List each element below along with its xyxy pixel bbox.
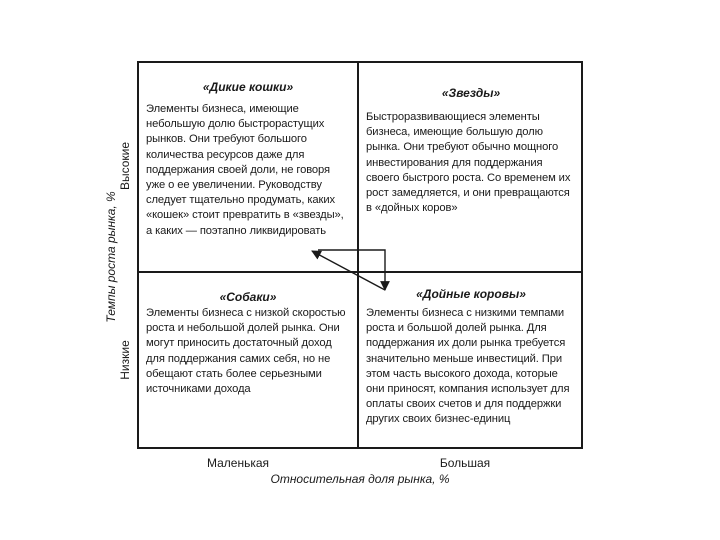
dogs-text: Элементы бизнеса с низкой скоростью роста и небольшой долей рынка. Они могут приносить достаточный доход для поддержания самих себя, но не обещают стать более серьезными источниками дохода (146, 307, 346, 396)
cash-cows-text: Элементы бизнеса с низкими темпами роста и большой долей рынка. Для поддержания их доли рынка требуется значительно меньше инвестиций. При этом часть высокого дохода, которые они приносят, компания использует для оплаты своих счетов и для поддержки других своих бизнес-единиц (366, 307, 570, 426)
cash-cows-title: «Дойные коровы» (416, 287, 526, 301)
arrow-cow-to-cat (312, 251, 385, 290)
y-axis-low-label: Низкие (118, 340, 132, 380)
stars-title: «Звезды» (441, 86, 501, 100)
stars-text: Быстроразвивающиеся элементы бизнеса, имеющие большую долю рынка. Они требуют обычно мощного инвестирования для поддержания своего быстрого роста. Со временем их рост замедляется, и они превращаются в «дойных коров» (366, 111, 571, 215)
wild-cats-title: «Дикие кошки» (202, 80, 294, 94)
x-axis-title: Относительная доля рынка, % (270, 472, 450, 486)
wild-cats-text: Элементы бизнеса, имеющие небольшую долю быстрорастущих рынков. Они требуют большого количества ресурсов даже для поддержания своей доли, не говоря уже о ее увеличении. Руководству следует тщательно продумать, каких «кошек» стоит превратить в «звезды», а каких — поэтапно ликвидировать (146, 103, 344, 237)
x-axis-large-label: Большая (439, 456, 491, 470)
dogs-title: «Собаки» (219, 290, 277, 304)
x-axis-small-label: Маленькая (206, 456, 270, 470)
y-axis-high-label: Высокие (118, 141, 132, 191)
y-axis-title: Темпы роста рынка, % (104, 191, 118, 323)
